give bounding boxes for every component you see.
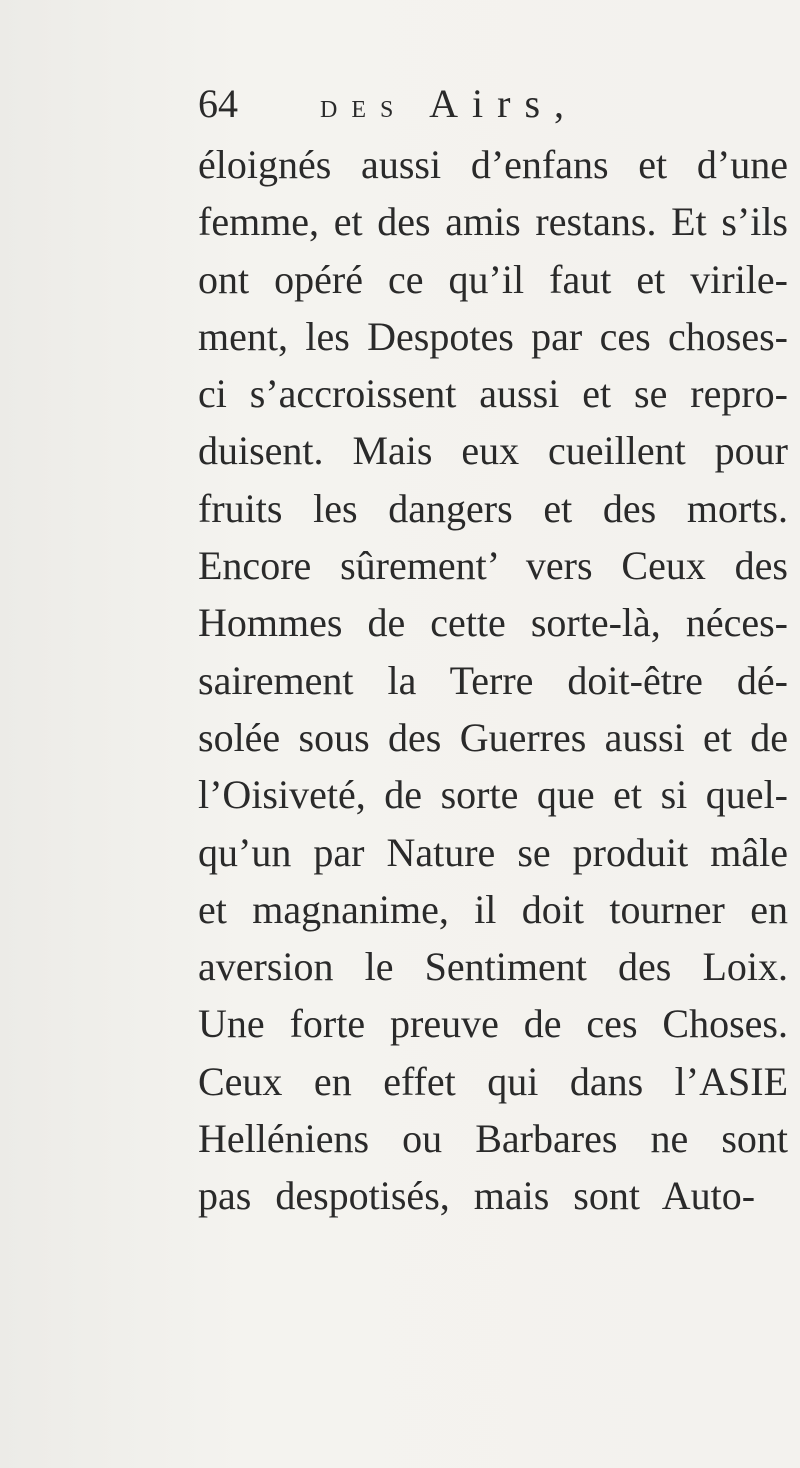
text-line: Une forte preuve de ces Choses.: [198, 1001, 788, 1047]
text-line: pas despotisés, mais sont Auto-: [198, 1173, 756, 1219]
text-line: fruits les dangers et des morts.: [198, 485, 788, 531]
text-line: Hommes de cette sorte-là, néces-: [198, 600, 788, 646]
running-head-title: Airs,: [429, 81, 579, 126]
text-line: aversion le Sentiment des Loix.: [198, 944, 788, 990]
running-head: [320, 74, 578, 140]
text-line: ment, les Despotes par ces choses-: [198, 313, 788, 359]
text-line: éloignés aussi d’enfans et d’une: [198, 142, 788, 187]
text-line: sairement la Terre doit-être dé-: [198, 657, 788, 703]
text-line: femme, et des amis restans. Et s’ils: [198, 199, 788, 245]
text-line: ci s’accroissent aussi et se repro-: [198, 371, 788, 417]
text-line: solée sous des Guerres aussi et de: [198, 714, 788, 760]
text-line: Helléniens ou Barbares ne sont: [198, 1116, 788, 1162]
text-line: l’Oisiveté, de sorte que et si quel-: [198, 772, 788, 818]
page-header: [198, 74, 718, 134]
text-line: ont opéré ce qu’il faut et virile-: [198, 256, 788, 302]
text-line: duisent. Mais eux cueillent pour: [198, 428, 788, 474]
body-text: [198, 136, 788, 1225]
running-head-prefix: DES: [320, 97, 408, 123]
text-line: Encore sûrement’ vers Ceux des: [198, 543, 788, 589]
page-number: 64: [198, 81, 238, 126]
text-line: et magnanime, il doit tourner en: [198, 886, 788, 932]
text-line: Ceux en effet qui dans l’ASIE: [198, 1058, 788, 1104]
text-line: qu’un par Nature se produit mâle: [198, 829, 788, 875]
